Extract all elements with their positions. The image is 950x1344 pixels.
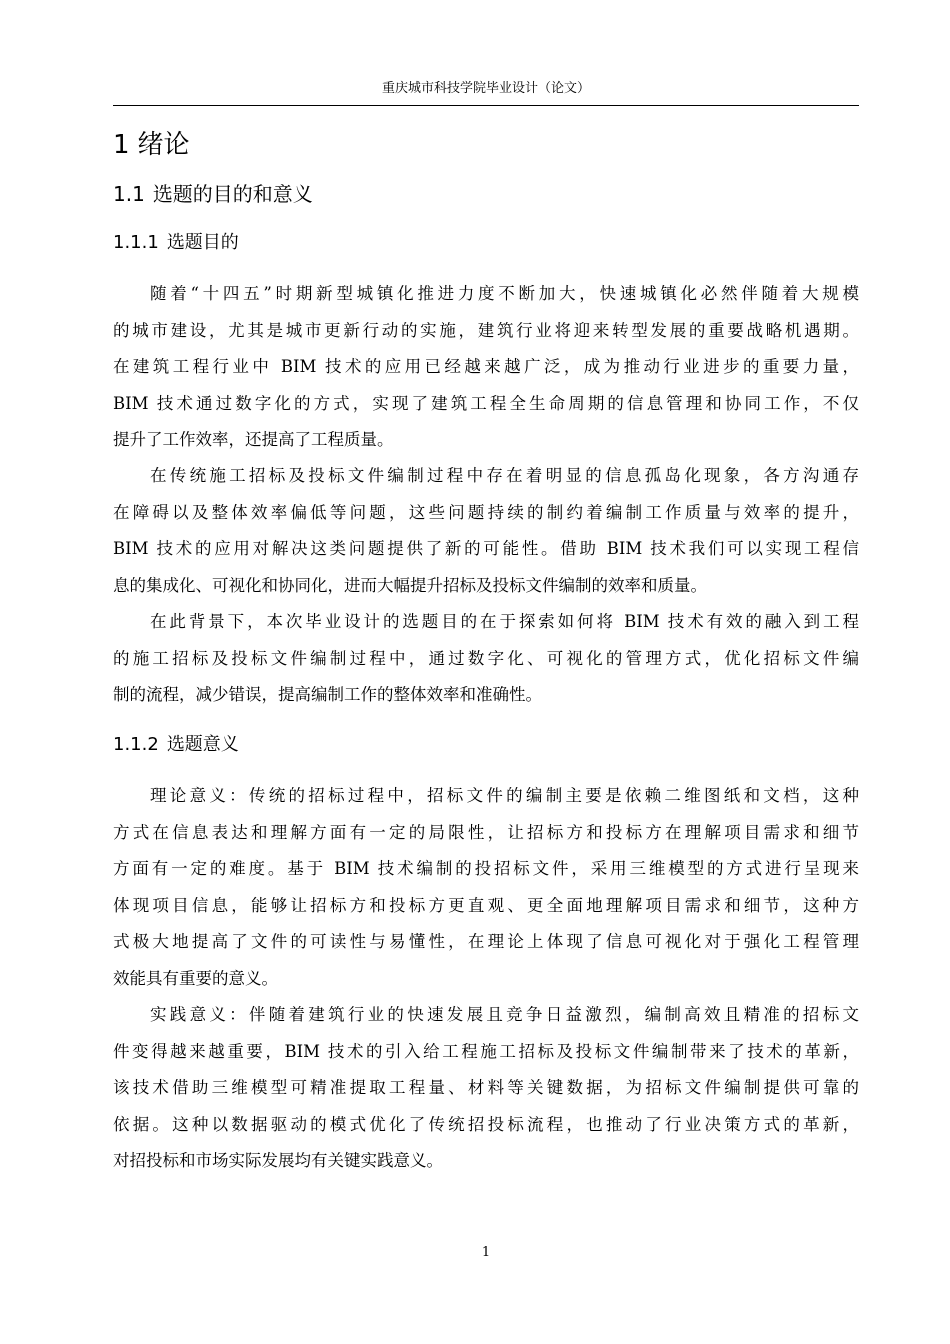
subsection-number: 1.1.1 xyxy=(113,232,159,253)
text-line: 体现项目信息，能够让招标方和投标方更直观、更全面地理解项目需求和细节，这种方 xyxy=(113,895,859,915)
text-line: 随着“十四五”时期新型城镇化推进力度不断加大，快速城镇化必然伴随着大规模 xyxy=(150,284,859,303)
subsection-heading xyxy=(113,230,239,256)
running-header: 重庆城市科技学院毕业设计（论文） xyxy=(381,81,590,96)
header-divider xyxy=(113,105,859,106)
text-line: 提升了工作效率，还提高了工程质量。 xyxy=(113,430,394,449)
text-line: 对招投标和市场实际发展均有关键实践意义。 xyxy=(113,1151,443,1170)
text-line: BIM 技术的应用对解决这类问题提供了新的可能性。借助 BIM 技术我们可以实现工程信 xyxy=(113,539,859,558)
text-line: 该技术借助三维模型可精准提取工程量、材料等关键数据，为招标文件编制提供可靠的 xyxy=(113,1078,859,1097)
text-line: 在建筑工程行业中 BIM 技术的应用已经越来越广泛，成为推动行业进步的重要力量， xyxy=(113,357,859,376)
text-line: 制的流程，减少错误，提高编制工作的整体效率和准确性。 xyxy=(113,685,542,704)
section-number: 1.1 xyxy=(113,182,145,206)
text-line: 在传统施工招标及投标文件编制过程中存在着明显的信息孤岛化现象，各方沟通存 xyxy=(150,466,859,485)
chapter-heading xyxy=(113,127,190,163)
text-line: BIM 技术通过数字化的方式，实现了建筑工程全生命周期的信息管理和协同工作，不仅 xyxy=(113,393,859,413)
text-line: 式极大地提高了文件的可读性与易懂性，在理论上体现了信息可视化对于强化工程管理 xyxy=(113,932,859,951)
subsection-title: 选题意义 xyxy=(166,734,239,755)
chapter-title: 绪论 xyxy=(137,130,190,160)
text-line: 方式在信息表达和理解方面有一定的局限性，让招标方和投标方在理解项目需求和细节 xyxy=(113,822,859,842)
subsection-number: 1.1.2 xyxy=(113,734,159,755)
text-line: 在障碍以及整体效率偏低等问题，这些问题持续的制约着编制工作质量与效率的提升， xyxy=(113,502,859,522)
text-line: 息的集成化、可视化和协同化，进而大幅提升招标及投标文件编制的效率和质量。 xyxy=(113,575,707,595)
paragraph xyxy=(113,778,859,997)
text-line: 效能具有重要的意义。 xyxy=(113,968,278,988)
section-title: 选题的目的和意义 xyxy=(152,182,313,206)
page-number: 1 xyxy=(481,1245,491,1260)
chapter-number: 1 xyxy=(113,130,130,160)
text-line: 理论意义：传统的招标过程中，招标文件的编制主要是依赖二维图纸和文档，这种 xyxy=(150,786,859,805)
subsection-heading xyxy=(113,732,239,758)
text-line: 实践意义：伴随着建筑行业的快速发展且竞争日益激烈，编制高效且精准的招标文 xyxy=(150,1005,859,1024)
section-heading xyxy=(113,180,313,208)
text-line: 依据。这种以数据驱动的模式优化了传统招投标流程，也推动了行业决策方式的革新， xyxy=(113,1114,859,1134)
text-line: 的城市建设，尤其是城市更新行动的实施，建筑行业将迎来转型发展的重要战略机遇期。 xyxy=(113,320,859,340)
text-line: 方面有一定的难度。基于 BIM 技术编制的投招标文件，采用三维模型的方式进行呈现来 xyxy=(113,859,859,878)
text-line: 件变得越来越重要，BIM 技术的引入给工程施工招标及投标文件编制带来了技术的革新， xyxy=(113,1041,859,1061)
subsection-title: 选题目的 xyxy=(166,232,239,253)
text-line: 的施工招标及投标文件编制过程中，通过数字化、可视化的管理方式，优化招标文件编 xyxy=(113,648,859,668)
paragraph xyxy=(113,276,859,459)
text-line: 在此背景下，本次毕业设计的选题目的在于探索如何将 BIM 技术有效的融入到工程 xyxy=(150,612,859,631)
paragraph xyxy=(113,458,859,604)
paragraph xyxy=(113,604,859,714)
paragraph xyxy=(113,997,859,1180)
